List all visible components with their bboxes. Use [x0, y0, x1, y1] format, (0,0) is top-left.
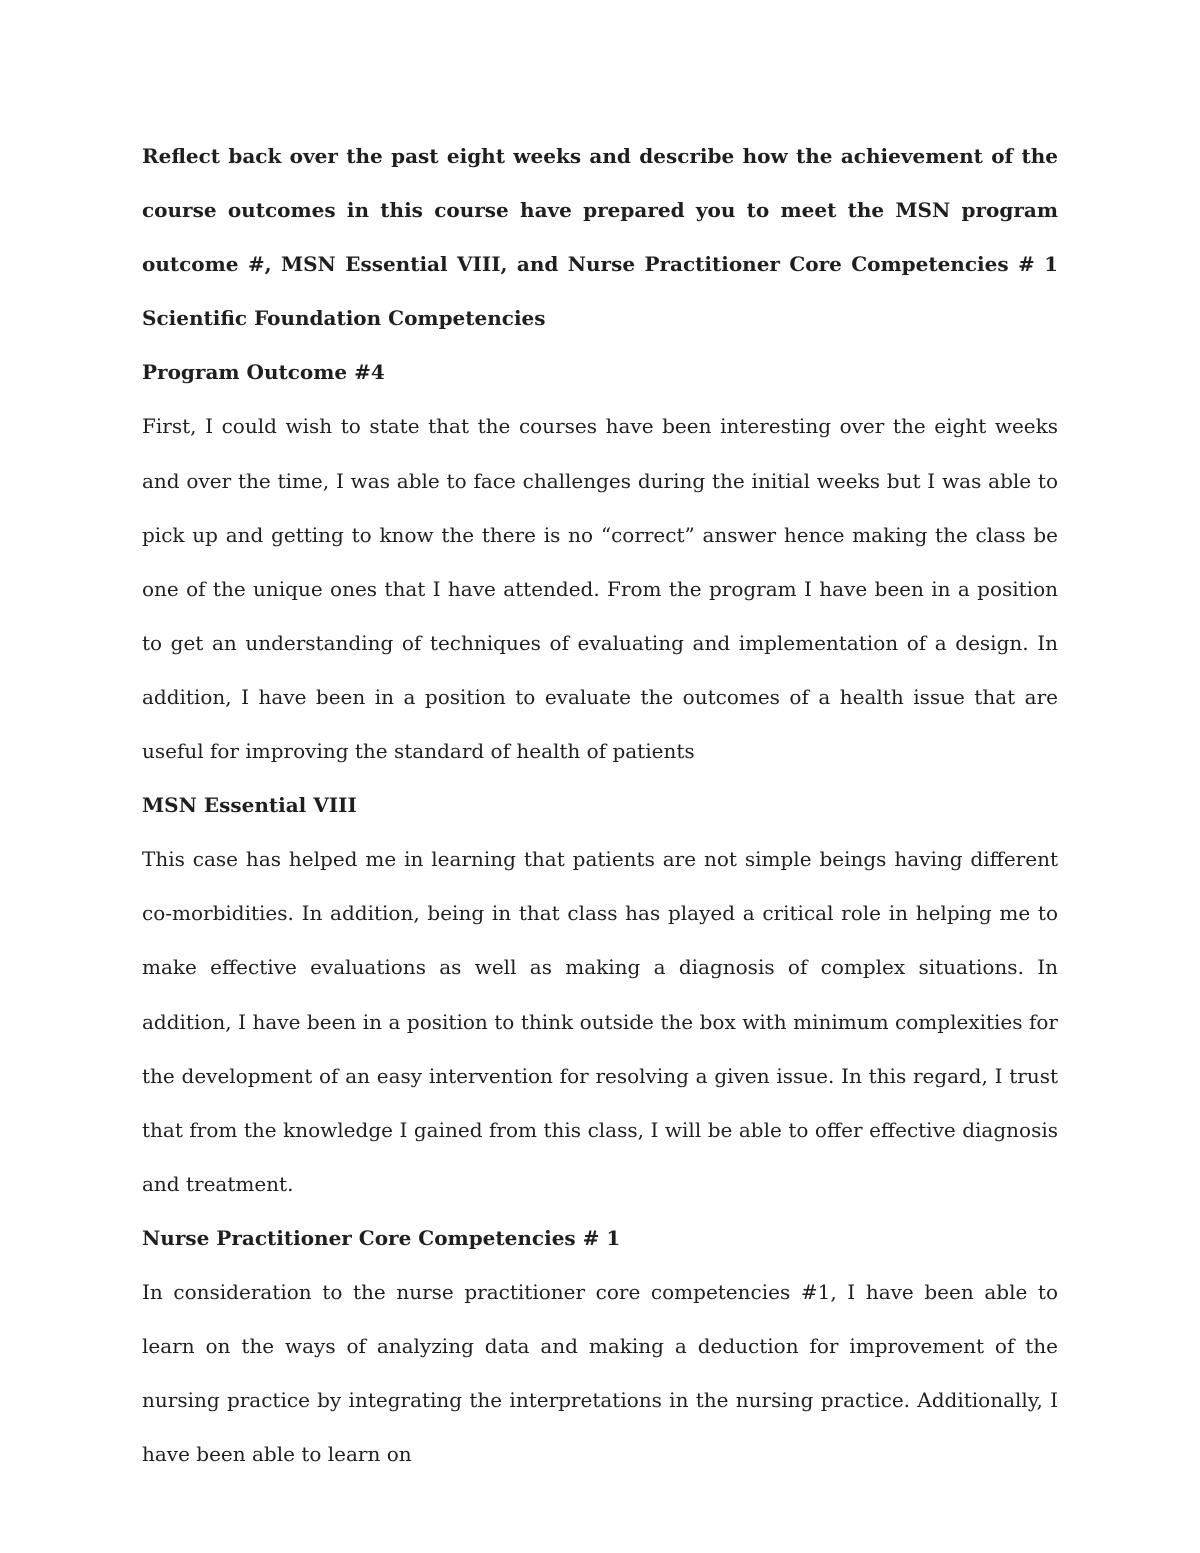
section-heading-program-outcome: Program Outcome #4 [142, 360, 385, 385]
section-heading-msn-essential: MSN Essential VIII [142, 793, 357, 818]
document-content [142, 129, 1058, 1481]
section-body-msn-essential: This case has helped me in learning that patients are not simple beings having different co-morbidities. In addition, being in that class has played a critical role in helping me to make effective evaluations as well as making a diagnosis of complex situations. In addition, I have been in a position to think outside the box with minimum complexities for the development of an easy intervention for resolving a given issue. In this regard, I trust that from the knowledge I gained from this class, I will be able to offer effective diagnosis and treatment. [142, 847, 1058, 1196]
section-body-np-core-competencies: In consideration to the nurse practitioner core competencies #1, I have been able to learn on the ways of analyzing data and making a deduction for improvement of the nursing practice by integrating the interpretations in the nursing practice. Additionally, I have been able to learn on [142, 1279, 1058, 1467]
reflection-prompt: Reflect back over the past eight weeks and describe how the achievement of the course outcomes in this course have prepared you to meet the MSN program outcome #, MSN Essential VIII, and Nurse Practitioner Core Competencies # 1 Scientific Foundation Competencies [142, 144, 1058, 331]
section-heading-np-core-competencies: Nurse Practitioner Core Competencies # 1 [142, 1225, 621, 1250]
section-body-program-outcome: First, I could wish to state that the courses have been interesting over the eight weeks and over the time, I was able to face challenges during the initial weeks but I was able to pick up and getting to know the there is no “correct” answer hence making the class be one of the unique ones that I have attended. From the program I have been in a position to get an understanding of techniques of evaluating and implementation of a design. In addition, I have been in a position to evaluate the outcomes of a health issue that are useful for improving the standard of health of patients [142, 414, 1058, 764]
